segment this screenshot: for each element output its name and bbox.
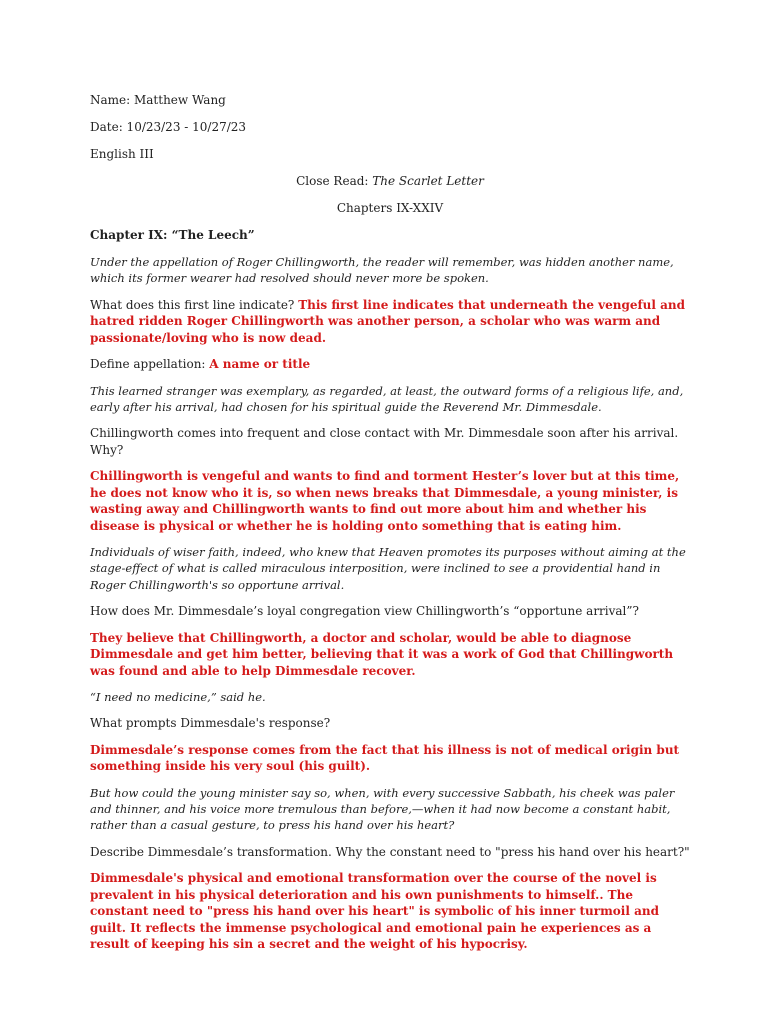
course-name: English III <box>90 147 154 161</box>
quote-passage: But how could the young minister say so, when, with every successive Sabbath, his cheek was paler and thinner, and his voice more tremulous than before,—when it had now become a constant habit, rather than a casual gesture, to press his hand over his heart? <box>90 785 675 833</box>
question-text: What does this first line indicate? <box>90 297 299 312</box>
quote-passage: “I need no medicine,” said he. <box>90 690 266 705</box>
question-line <box>90 297 690 347</box>
question-text: Describe Dimmesdale’s transformation. Why the constant need to "press his hand over his heart?" <box>90 844 690 859</box>
question-line <box>90 356 690 373</box>
quote-passage: Individuals of wiser faith, indeed, who knew that Heaven promotes its purposes without aiming at the stage-effect of what is called miraculous interposition, were inclined to see a providential hand in Roger Chillingworth's so opportune arrival. <box>90 545 686 592</box>
question-text: Define appellation: <box>90 357 210 372</box>
document-page <box>90 92 690 963</box>
assignment-date: Date: 10/23/23 - 10/27/23 <box>90 120 247 134</box>
answer-text: This first line indicates that underneath the vengeful and hatred ridden Roger Chillingworth was another person, a scholar who was warm and passionate/loving who is now dead. <box>90 297 686 345</box>
answer-text: They believe that Chillingworth, a doctor and scholar, would be able to diagnose Dimmesdale and get him better, believing that it was a work of God that Chillingworth was found and able to help Dimmesdale recover. <box>90 630 674 678</box>
answer-text: Chillingworth is vengeful and wants to find and torment Hester’s lover but at this time, he does not know who it is, so when news breaks that Dimmesdale, a young minister, is wasting away and Chillingworth wants to find out more about him and whether his disease is physical or whether he is holding onto something that is eating him. <box>90 469 680 533</box>
chapter-heading: Chapter IX: “The Leech” <box>90 228 255 242</box>
answer-text: Dimmesdale’s response comes from the fact that his illness is not of medical origin but something inside his very soul (his guilt). <box>90 742 680 774</box>
answer-text: A name or title <box>209 357 311 372</box>
quote-passage: This learned stranger was exemplary, as regarded, at least, the outward forms of a religious life, and, early after his arrival, had chosen for his spiritual guide the Reverend Mr. Dimmesdale. <box>90 383 684 414</box>
student-name: Name: Matthew Wang <box>90 93 226 107</box>
chapters-range: Chapters IX-XXIV <box>336 201 444 215</box>
question-text: How does Mr. Dimmesdale’s loyal congregation view Chillingworth’s “opportune arrival”? <box>90 604 639 619</box>
question-text: Chillingworth comes into frequent and close contact with Mr. Dimmesdale soon after his arrival. Why? <box>90 426 679 457</box>
question-text: What prompts Dimmesdale's response? <box>90 716 331 731</box>
title-prefix: Close Read: <box>296 174 373 188</box>
quote-passage: Under the appellation of Roger Chillingworth, the reader will remember, was hidden another name, which its former wearer had resolved should never more be spoken. <box>90 255 674 286</box>
document-title <box>90 173 690 190</box>
book-title: The Scarlet Letter <box>372 174 484 188</box>
answer-text: Dimmesdale's physical and emotional transformation over the course of the novel is prevalent in his physical deterioration and his own punishments to himself.. The constant need to "press his hand over his heart" is symbolic of his inner turmoil and guilt. It reflects the immense psychological and emotional pain he experiences as a result of keeping his sin a secret and the weight of his hypocrisy. <box>90 871 659 952</box>
